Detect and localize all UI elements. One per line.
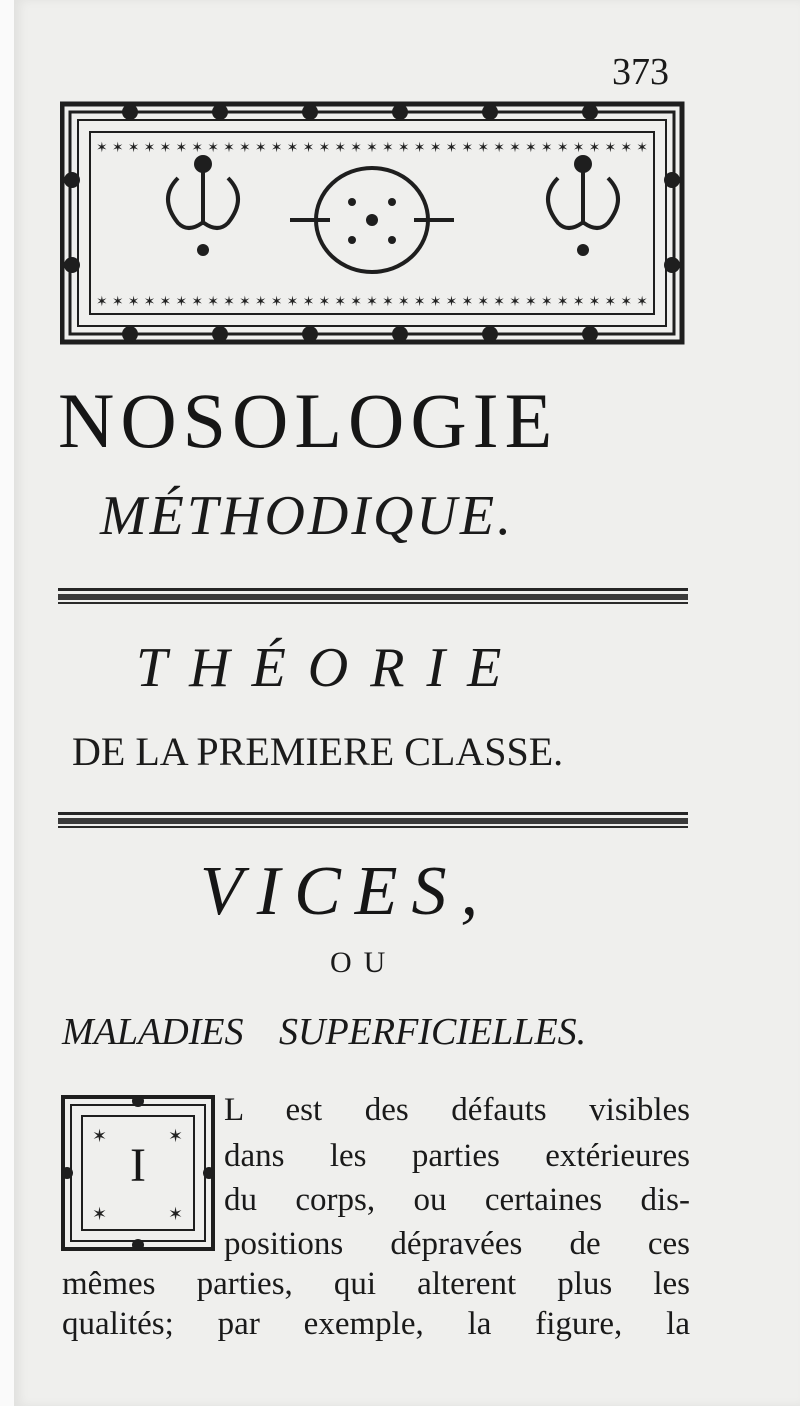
chapter-connector: OU xyxy=(330,946,398,979)
svg-text:✶: ✶ xyxy=(168,1126,184,1147)
section-subtitle: DE LA PREMIERE CLASSE. xyxy=(72,729,564,774)
body-text-line: dans les parties extérieures xyxy=(224,1138,690,1174)
body-text-line: du corps, ou certaines dis- xyxy=(224,1182,690,1218)
body-text-line: mêmes parties, qui alterent plus les xyxy=(62,1266,690,1302)
book-title: NOSOLOGIE xyxy=(58,377,559,464)
body-text-line: positions dépravées de ces xyxy=(224,1226,690,1262)
svg-text:✶: ✶ xyxy=(168,1204,184,1225)
chapter-subheading: MALADIES SUPERFICIELLES. xyxy=(62,1011,587,1053)
book-subtitle: MÉTHODIQUE. xyxy=(100,485,515,547)
chapter-heading: VICES, xyxy=(200,853,493,930)
section-title: THÉORIE xyxy=(136,637,524,699)
body-text-line: qualités; par exemple, la figure, la xyxy=(62,1306,690,1342)
ornamental-headpiece xyxy=(60,100,686,348)
page-number: 373 xyxy=(612,51,669,93)
body-text-line: L est des défauts visibles xyxy=(224,1092,690,1128)
svg-text:✶✶✶✶✶✶✶✶✶✶✶✶✶✶✶✶✶✶✶✶✶✶✶✶✶✶✶✶✶✶: ✶✶✶✶✶✶✶✶✶✶✶✶✶✶✶✶✶✶✶✶✶✶✶✶✶✶✶✶✶✶✶✶✶✶✶ xyxy=(96,294,649,310)
svg-text:✶✶✶✶✶✶✶✶✶✶✶✶✶✶✶✶✶✶✶✶✶✶✶✶✶✶✶✶✶✶: ✶✶✶✶✶✶✶✶✶✶✶✶✶✶✶✶✶✶✶✶✶✶✶✶✶✶✶✶✶✶✶✶✶✶✶ xyxy=(96,140,649,156)
drop-cap-letter: I xyxy=(130,1139,146,1192)
divider-rule xyxy=(58,588,688,604)
svg-text:✶: ✶ xyxy=(92,1204,108,1225)
page-gutter xyxy=(0,0,15,1406)
svg-text:✶: ✶ xyxy=(92,1126,108,1147)
divider-rule xyxy=(58,812,688,828)
